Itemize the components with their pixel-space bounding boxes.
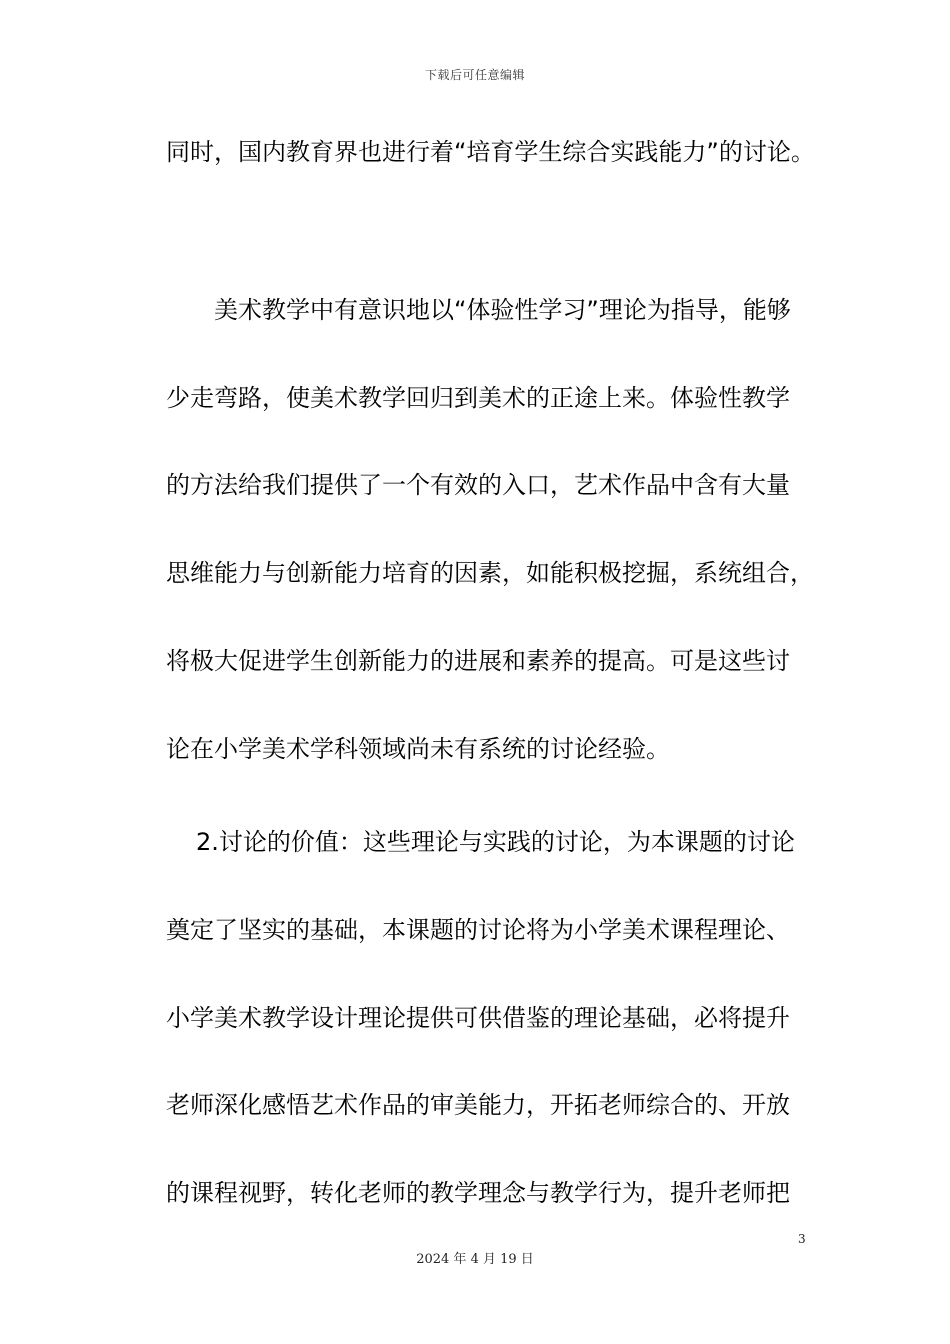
paragraph-line: 奠定了坚实的基础，本课题的讨论将为小学美术课程理论、 [166, 916, 790, 944]
paragraph-line: 2.讨论的价值：这些理论与实践的讨论，为本课题的讨论 [196, 828, 795, 856]
footer-date: 2024 年 4 月 19 日 [416, 1252, 534, 1267]
paragraph-line: 美术教学中有意识地以“体验性学习”理论为指导，能够 [214, 296, 791, 324]
paragraph-line: 同时，国内教育界也进行着“培育学生综合实践能力”的讨论。 [166, 138, 815, 166]
paragraph-line: 少走弯路，使美术教学回归到美术的正途上来。体验性教学 [166, 384, 790, 412]
paragraph-line: 的方法给我们提供了一个有效的入口，艺术作品中含有大量 [166, 471, 790, 499]
paragraph-line: 小学美术教学设计理论提供可供借鉴的理论基础，必将提升 [166, 1004, 790, 1032]
page-number: 3 [798, 1232, 806, 1246]
paragraph-line: 老师深化感悟艺术作品的审美能力，开拓老师综合的、开放 [166, 1091, 790, 1119]
paragraph-line: 的课程视野，转化老师的教学理念与教学行为，提升老师把 [166, 1179, 790, 1207]
paragraph-line: 将极大促进学生创新能力的进展和素养的提高。可是这些讨 [166, 647, 790, 675]
paragraph-line: 思维能力与创新能力培育的因素，如能积极挖掘，系统组合， [166, 559, 814, 587]
paragraph-line: 论在小学美术学科领域尚未有系统的讨论经验。 [166, 735, 670, 763]
header-note: 下载后可任意编辑 [424, 68, 525, 82]
